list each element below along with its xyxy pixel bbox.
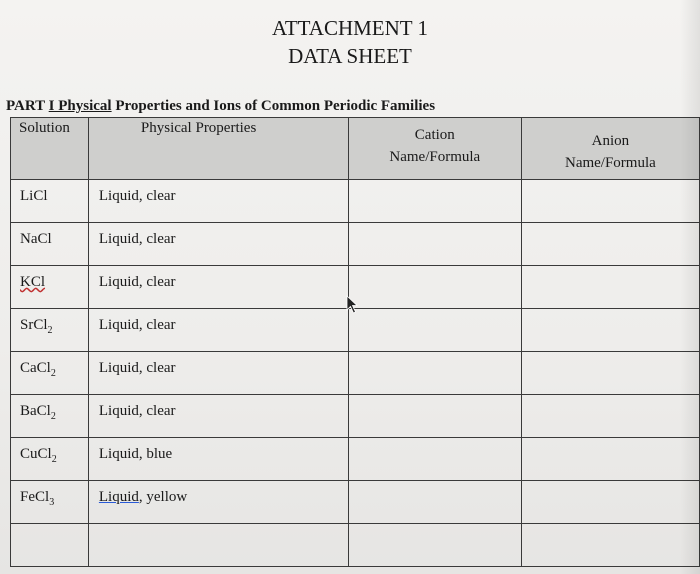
solution-cell (11, 309, 89, 352)
cation-cell[interactable] (348, 266, 521, 309)
table-row (11, 524, 700, 567)
solution-formula: FeCl (20, 489, 50, 505)
header-cation-line1: Cation (414, 127, 455, 143)
property-cell: Liquid, clear (88, 309, 348, 352)
cation-cell[interactable] (348, 352, 521, 395)
solution-formula: BaCl (20, 403, 51, 419)
formula-subscript: 2 (47, 325, 53, 336)
formula-subscript: 2 (50, 411, 56, 422)
solution-formula: SrCl (20, 317, 48, 333)
part-rest: Properties and Ions of Common Periodic Families (111, 98, 436, 114)
solution-formula: LiCl (20, 188, 48, 204)
cation-cell[interactable] (348, 309, 521, 352)
anion-cell[interactable] (521, 223, 699, 266)
header-cation-line2: Name/Formula (389, 149, 481, 165)
property-cell: Liquid, clear (88, 395, 348, 438)
anion-cell[interactable] (521, 180, 699, 223)
property-cell (88, 481, 348, 524)
anion-cell[interactable] (521, 438, 699, 481)
header-anion-line2: Name/Formula (564, 155, 656, 171)
cation-cell[interactable] (348, 223, 521, 266)
data-sheet-title: DATA SHEET (288, 44, 412, 68)
anion-cell[interactable] (521, 266, 699, 309)
formula-subscript: 2 (50, 368, 56, 379)
solution-cell (11, 438, 89, 481)
mouse-pointer-icon (346, 295, 360, 315)
header-anion-line1: Anion (591, 133, 630, 149)
property-cell: Liquid, blue (88, 438, 348, 481)
formula-subscript: 3 (49, 497, 55, 508)
header-cation (348, 118, 521, 180)
header-row (11, 118, 700, 180)
property-cell: Liquid, clear (88, 352, 348, 395)
property-cell: Liquid, clear (88, 180, 348, 223)
part-title (6, 98, 435, 115)
cation-cell[interactable] (348, 481, 521, 524)
part-underlined: I Physical (48, 98, 112, 114)
anion-cell[interactable] (521, 352, 699, 395)
photo-shadow (680, 0, 700, 574)
header-solution: Solution (11, 118, 89, 180)
solution-formula: CuCl (20, 446, 52, 462)
solution-cell (11, 223, 89, 266)
property-cell: Liquid, clear (88, 223, 348, 266)
solution-formula: KCl (20, 274, 46, 290)
property-cell: Liquid, clear (88, 266, 348, 309)
table-row (11, 395, 700, 438)
header-anion (521, 118, 699, 180)
solution-formula: NaCl (20, 231, 52, 247)
property-word-liquid: Liquid (98, 489, 139, 505)
anion-cell[interactable] (521, 481, 699, 524)
solution-cell (11, 352, 89, 395)
formula-subscript: 2 (51, 454, 57, 465)
table-row (11, 438, 700, 481)
anion-cell[interactable] (521, 524, 699, 567)
table-row (11, 223, 700, 266)
part-prefix: PART (6, 98, 49, 114)
table-row (11, 481, 700, 524)
solution-cell[interactable] (11, 524, 89, 567)
cation-cell[interactable] (348, 395, 521, 438)
anion-cell[interactable] (521, 395, 699, 438)
solution-formula: CaCl (20, 360, 51, 376)
solution-cell (11, 266, 89, 309)
solution-cell (11, 481, 89, 524)
cation-cell[interactable] (348, 180, 521, 223)
cation-cell[interactable] (348, 438, 521, 481)
table-row (11, 180, 700, 223)
cation-cell[interactable] (348, 524, 521, 567)
solution-cell (11, 180, 89, 223)
solution-cell (11, 395, 89, 438)
attachment-title: ATTACHMENT 1 (271, 16, 428, 40)
anion-cell[interactable] (521, 309, 699, 352)
document-heading (0, 14, 700, 70)
data-table (10, 117, 700, 567)
property-rest: , yellow (138, 489, 188, 505)
header-physical-properties: Physical Properties (88, 118, 348, 180)
property-cell[interactable] (88, 524, 348, 567)
table-row (11, 352, 700, 395)
